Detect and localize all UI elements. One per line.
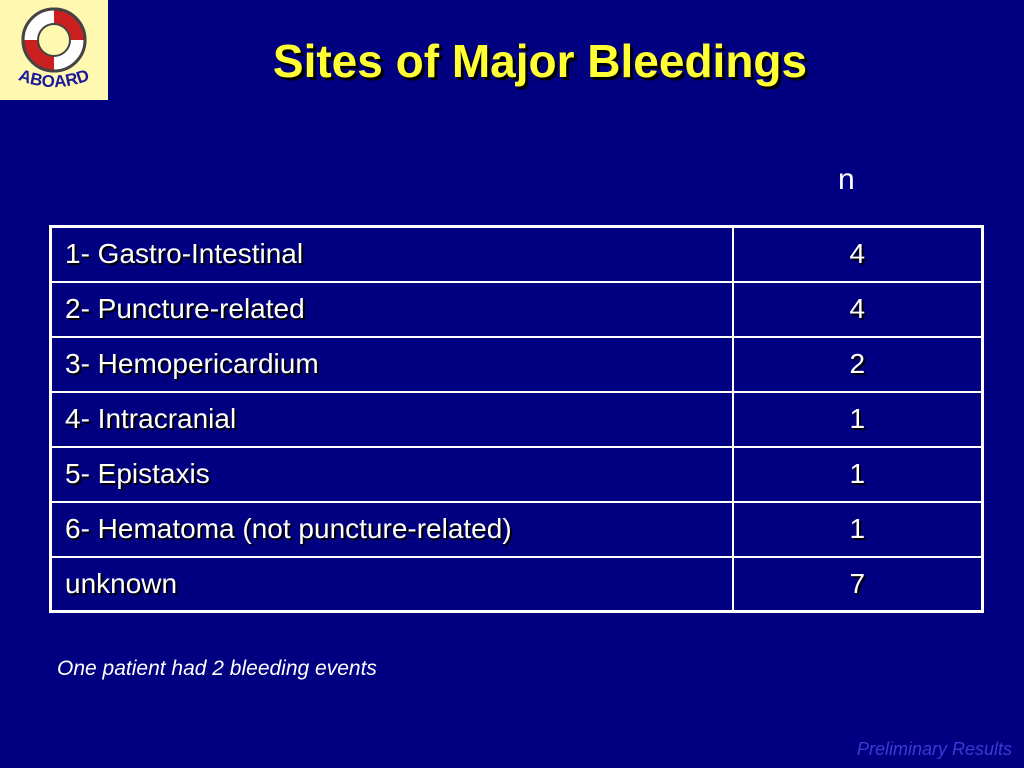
site-count: 4 <box>733 282 983 337</box>
table-row <box>51 227 983 282</box>
preliminary-results-watermark: Preliminary Results <box>856 739 1012 759</box>
table-row <box>51 557 983 612</box>
site-label: unknown <box>51 557 733 612</box>
site-count: 7 <box>733 557 983 612</box>
site-count: 2 <box>733 337 983 392</box>
site-count: 1 <box>733 392 983 447</box>
logo-text: ABOARD <box>16 65 92 92</box>
site-count: 1 <box>733 447 983 502</box>
site-count: 1 <box>733 502 983 557</box>
table-row <box>51 337 983 392</box>
site-label: 3- Hemopericardium <box>51 337 733 392</box>
site-label: 2- Puncture-related <box>51 282 733 337</box>
site-label: 1- Gastro-Intestinal <box>51 227 733 282</box>
column-header-n: n <box>838 163 855 196</box>
slide-title: Sites of Major Bleedings <box>272 35 808 87</box>
footnote: One patient had 2 bleeding events <box>57 657 377 680</box>
table-row <box>51 447 983 502</box>
site-label: 5- Epistaxis <box>51 447 733 502</box>
table-row <box>51 282 983 337</box>
site-label: 6- Hematoma (not puncture-related) <box>51 502 733 557</box>
table-row <box>51 392 983 447</box>
bleeding-sites-table <box>49 225 984 613</box>
site-count: 4 <box>733 227 983 282</box>
table-row <box>51 502 983 557</box>
site-label: 4- Intracranial <box>51 392 733 447</box>
